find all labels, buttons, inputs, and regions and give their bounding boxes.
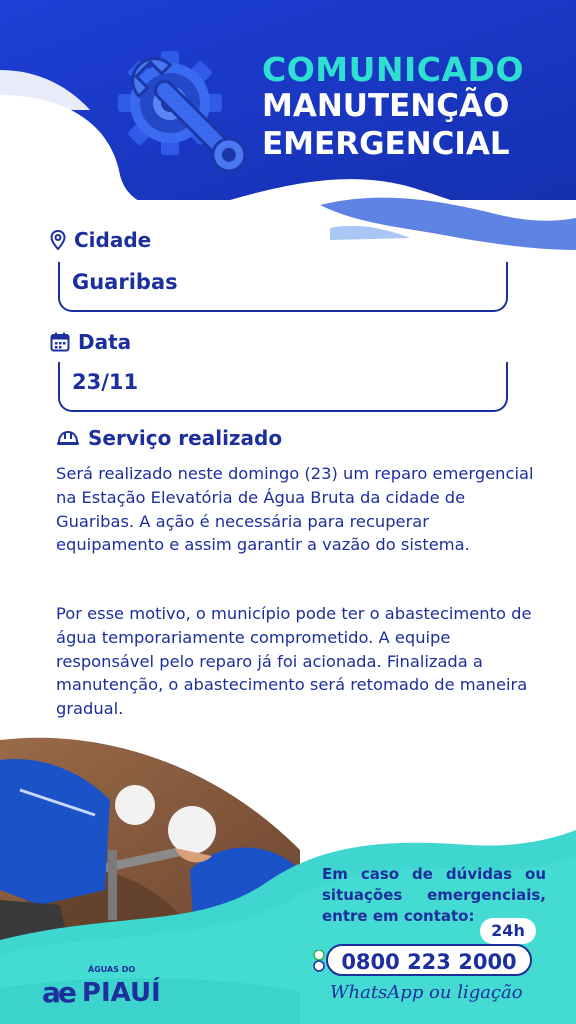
date-field: 23/11 [58, 362, 508, 412]
contact-text: Em caso de dúvidas ou situações emergenciais, entre em contato: [322, 865, 546, 925]
service-paragraph-1: Será realizado neste domingo (23) um reparo emergencial na Estação Elevatória de Água Bruta da cidade de Guaribas. A ação é necessária para recuperar equipamento e assim garantir a vazão do sistema. [56, 464, 534, 555]
logo-small-text: ÁGUAS DO [88, 965, 136, 974]
city-field: Guaribas [58, 262, 508, 312]
phone-number[interactable]: 0800 223 2000 [326, 944, 532, 976]
service-paragraph-2: Por esse motivo, o município pode ter o abastecimento de água temporariamente comprometido. A equipe responsável pelo reparo já foi acionada. Finalizada a manutenção, o abastecimento será retomado de maneira gradual. [56, 604, 532, 719]
date-label: Data [78, 330, 132, 354]
title-line-3: EMERGENCIAL [262, 126, 510, 162]
title-line-2: MANUTENÇÃO [262, 88, 510, 124]
logo-mark: ae [42, 976, 74, 1009]
date-label-row [50, 330, 131, 354]
city-label-row [50, 228, 151, 252]
badge-24h: 24h [480, 918, 536, 944]
city-label: Cidade [74, 228, 152, 252]
whatsapp-phone-icon [312, 950, 326, 972]
hard-hat-icon [56, 429, 80, 447]
logo-main-text: PIAUÍ [81, 977, 161, 1008]
service-label-row [56, 426, 282, 450]
contact-channel: WhatsApp ou ligação [330, 982, 523, 1003]
service-label: Serviço realizado [88, 426, 283, 450]
calendar-icon [50, 332, 70, 352]
location-pin-icon [50, 230, 66, 250]
title-line-1: COMUNICADO [262, 50, 525, 89]
gear-wrench-icon [112, 48, 262, 188]
aguas-do-piaui-logo [42, 976, 161, 1009]
